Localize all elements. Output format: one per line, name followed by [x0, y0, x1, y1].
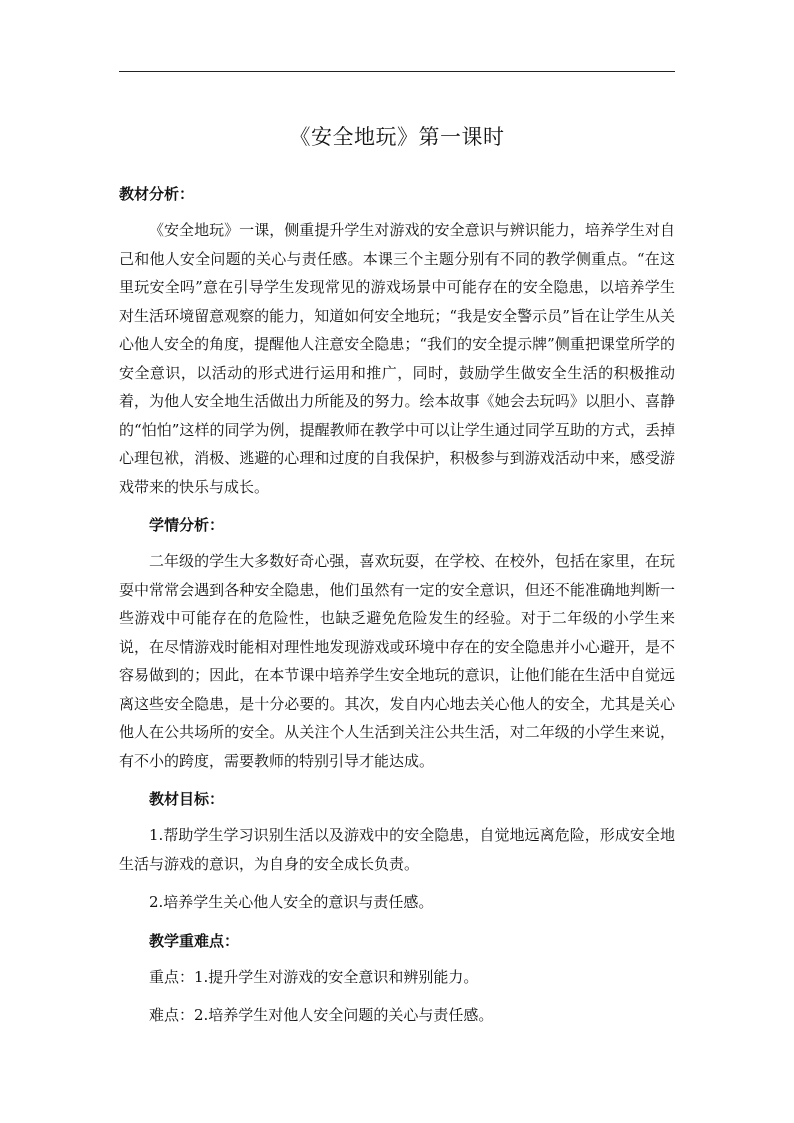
heading-objectives: 教材目标：	[149, 790, 225, 808]
header-rule	[119, 71, 675, 72]
document-body	[119, 180, 675, 1040]
difficult-point: 难点：2.培养学生对他人安全问题的关心与责任感。	[149, 1006, 494, 1024]
paragraph-student-analysis: 二年级的学生大多数好奇心强，喜欢玩耍，在学校、在校外，包括在家里，在玩耍中常常会遇到各种安全隐患，他们虽然有一定的安全意识，但还不能准确地判断一些游戏中可能存在的危险性，也缺乏避免危险发生的经验。对于二年级的小学生来说，在尽情游戏时能相对理性地发现游戏或环境中存在的安全隐患并小心避开，是不容易做到的；因此，在本节课中培养学生安全地玩的意识，让他们能在生活中自觉远离这些安全隐患，是十分必要的。其次，发自内心地去关心他人的安全，尤其是关心他人在公共场所的安全。从关注个人生活到关注公共生活，对二年级的小学生来说，有不小的跨度，需要教师的特别引导才能达成。	[119, 552, 675, 770]
key-point: 重点：1.提升学生对游戏的安全意识和辨别能力。	[149, 967, 479, 986]
heading-student-analysis: 学情分析：	[149, 516, 225, 534]
objective-item-1: 1.帮助学生学习识别生活以及游戏中的安全隐患，自觉地远离危险，形成安全地生活与游戏的意识，为自身的安全成长负责。	[119, 826, 675, 873]
document-title: 《安全地玩》第一课时	[289, 125, 505, 149]
paragraph-material-analysis: 《安全地玩》一课，侧重提升学生对游戏的安全意识与辨识能力，培养学生对自己和他人安全问题的关心与责任感。本课三个主题分别有不同的教学侧重点。“在这里玩安全吗”意在引导学生发现常见的游戏场景中可能存在的安全隐患，以培养学生对生活环境留意观察的能力，知道如何安全地玩；“我是安全警示员”旨在让学生从关心他人安全的角度，提醒他人注意安全隐患；“我们的安全提示牌”侧重把课堂所学的安全意识，以活动的形式进行运用和推广，同时，鼓励学生做安全生活的积极推动着，为他人安全地生活做出力所能及的努力。绘本故事《她会去玩吗》以胆小、喜静的“怕怕”这样的同学为例，提醒教师在教学中可以让学生通过同学互助的方式，丢掉心理包袱，消极、逃避的心理和过度的自我保护，积极参与到游戏活动中来，感受游戏带来的快乐与成长。	[119, 221, 675, 496]
heading-key-points: 教学重难点：	[149, 931, 240, 950]
objective-item-2: 2.培养学生关心他人安全的意识与责任感。	[149, 893, 434, 911]
heading-material-analysis: 教材分析：	[119, 185, 195, 203]
